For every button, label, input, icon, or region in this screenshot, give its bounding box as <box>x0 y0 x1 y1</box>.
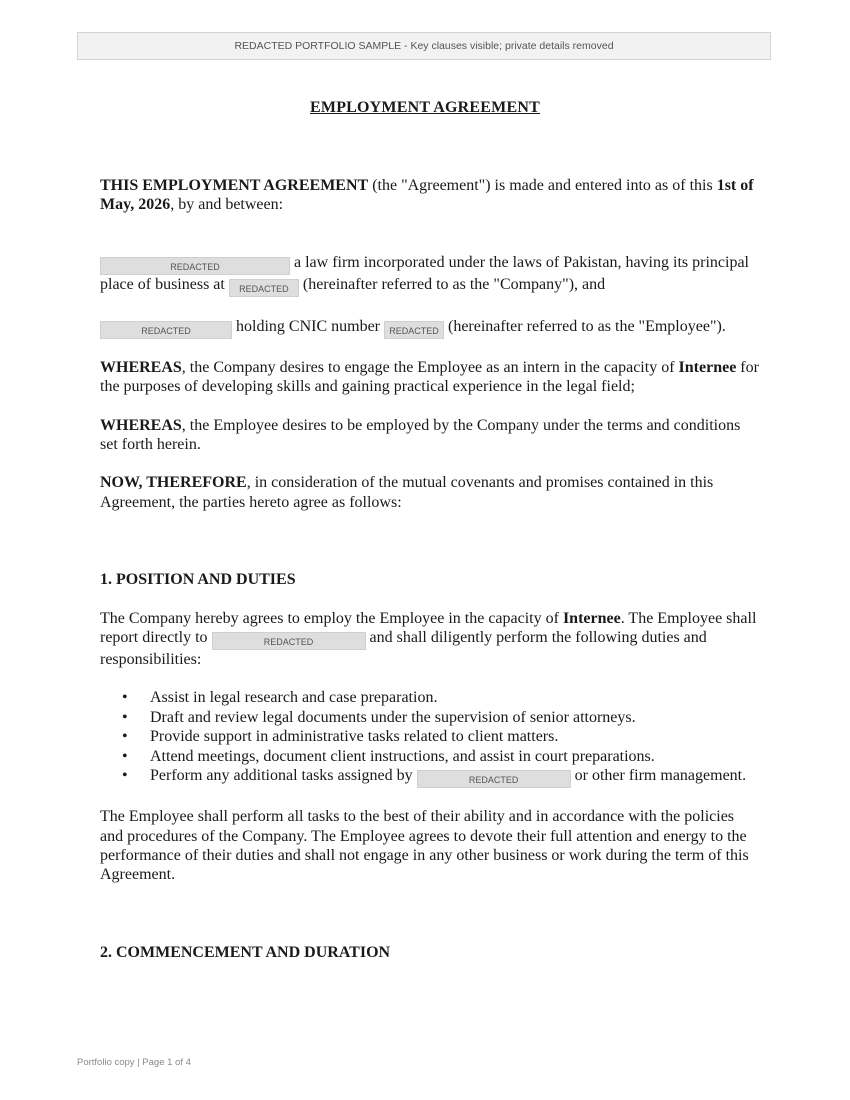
party-company-paragraph <box>100 253 760 297</box>
redacted-company-name: REDACTED <box>100 257 290 275</box>
bullet-icon: • <box>122 767 128 785</box>
section-1-role: Internee <box>562 609 621 627</box>
agreement-date: 1st of May, 2026 <box>100 177 754 214</box>
whereas-clause-1 <box>100 358 760 397</box>
bullet-icon: • <box>122 747 128 765</box>
intro-text-1: (the "Agreement") is made and entered into as of this <box>368 177 717 194</box>
party-employee-paragraph <box>100 317 760 339</box>
party-employee-text-1: holding CNIC number <box>232 317 384 335</box>
list-item <box>100 708 760 727</box>
bullet-icon: • <box>122 728 128 746</box>
now-therefore-clause <box>100 473 760 512</box>
whereas-2-bold: WHEREAS <box>100 416 182 434</box>
list-item <box>100 747 760 766</box>
party-company-text-2: (hereinafter referred to as the "Company"), and <box>298 275 606 293</box>
section-2-heading: 2. COMMENCEMENT AND DURATION <box>100 943 391 961</box>
list-item <box>100 766 760 788</box>
section-1-heading: 1. POSITION AND DUTIES <box>100 571 296 589</box>
duty-text: Attend meetings, document client instructions, and assist in court preparations. <box>150 747 655 765</box>
whereas-1-bold: WHEREAS <box>100 358 182 376</box>
duties-list <box>100 688 760 788</box>
party-company-text-1: a law firm incorporated under the laws of Pakistan, having its principal place of business at <box>100 253 749 293</box>
redacted-assigner: REDACTED <box>417 770 571 788</box>
intro-bold-lead: THIS EMPLOYMENT AGREEMENT <box>100 177 369 194</box>
section-1-text-2: . The Employee shall report directly to <box>100 609 757 647</box>
redacted-employee-name: REDACTED <box>100 321 232 339</box>
page-footer: Portfolio copy | Page 1 of 4 <box>77 1057 191 1068</box>
list-item <box>100 688 760 707</box>
now-therefore-bold: NOW, THEREFORE <box>100 474 247 492</box>
whereas-2-text: , the Employee desires to be employed by the Company under the terms and conditions set forth herein. <box>100 416 741 454</box>
section-1-paragraph <box>100 609 760 670</box>
whereas-1-text-1: , the Company desires to engage the Employee as an intern in the capacity of <box>181 358 679 376</box>
redacted-company-address: REDACTED <box>229 279 299 297</box>
list-item <box>100 727 760 746</box>
section-1-closing-paragraph: The Employee shall perform all tasks to the best of their ability and in accordance with the policies and procedures of the Company. The Employee agrees to devote their full attention and energy to the performance of their duties and shall not engage in any other business or work during the term of this Agreement. <box>100 808 749 884</box>
duty-text-2: or other firm management. <box>570 767 747 785</box>
document-body <box>100 176 760 962</box>
duty-text: Provide support in administrative tasks related to client matters. <box>150 728 559 746</box>
intro-paragraph <box>100 176 760 215</box>
redacted-supervisor: REDACTED <box>212 632 366 650</box>
whereas-clause-2 <box>100 416 760 455</box>
redacted-cnic-number: REDACTED <box>384 321 444 339</box>
now-therefore-text: , in consideration of the mutual covenants and promises contained in this Agreement, the parties hereto agree as follows: <box>100 474 714 511</box>
bullet-icon: • <box>122 708 128 726</box>
duty-text: Assist in legal research and case preparation. <box>150 689 438 707</box>
party-employee-text-2: (hereinafter referred to as the "Employee"). <box>444 317 726 335</box>
document-title: EMPLOYMENT AGREEMENT <box>310 99 540 116</box>
whereas-1-role: Internee <box>678 358 737 376</box>
whereas-1-text-2: for the purposes of developing skills and gaining practical experience in the legal field; <box>100 358 759 396</box>
intro-text-2: , by and between: <box>170 196 284 214</box>
duty-text-1: Perform any additional tasks assigned by <box>150 767 417 785</box>
section-1-text-1: The Company hereby agrees to employ the Employee in the capacity of <box>100 609 563 627</box>
bullet-icon: • <box>122 689 128 707</box>
duty-text: Draft and review legal documents under the supervision of senior attorneys. <box>150 708 636 726</box>
redaction-banner: REDACTED PORTFOLIO SAMPLE - Key clauses visible; private details removed <box>77 32 771 60</box>
section-1-text-3: and shall diligently perform the following duties and responsibilities: <box>100 629 707 669</box>
